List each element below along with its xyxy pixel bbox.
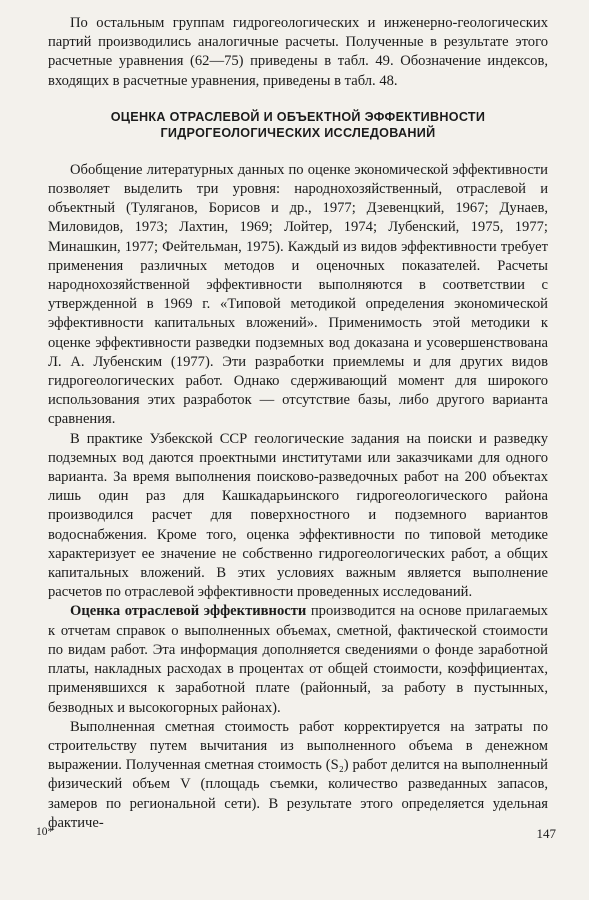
paragraph-uzbek-practice: В практике Узбекской ССР геологические задания на поиски и разведку подземных вод даются проектными институтами или заказчиками для одного варианта. За время выполнения поисково-разведочных работ на 200 объектах лишь один раз для Кашкадарьинского гидрогеологического района производился расчет для поверхностного и подземного вариантов водоснабжения. Кроме того, оценка эффективности по типовой методике характеризует ее значение не собственно гидрогеологических работ, а общих капитальных вложений. В этих условиях важным является выполнение расчетов по отраслевой эффективности проведенных исследований. xyxy=(48,430,548,601)
paragraph-branch-efficiency xyxy=(48,602,548,717)
paragraph-cost-correction: Выполненная сметная стоимость работ корректируется на затраты по строительству путем вычитания из выполненного объема в денежном выражении. Полученная сметная стоимость (S₂) работ делится на выполненный физический объем V (площадь съемки, количество разведанных запасов, замеров по региональной сети). В результате этого определяется удельная фактиче- xyxy=(48,718,548,831)
page-number: 147 xyxy=(536,826,556,841)
paragraph-lead-term: Оценка отраслевой эффективности xyxy=(70,603,307,620)
section-heading xyxy=(48,109,548,141)
page-body xyxy=(48,14,548,833)
section-heading-line-1: ОЦЕНКА ОТРАСЛЕВОЙ И ОБЪЕКТНОЙ ЭФФЕКТИВНОСТИ xyxy=(110,109,486,124)
paragraph-intro: По остальным группам гидрогеологических и инженерно-геологических партий производились аналогичные расчеты. Полученные в результате этого расчетные уравнения (62—75) приведены в табл. 49. Обозначение индексов, входящих в расчетные уравнения, приведены в табл. 48. xyxy=(48,15,548,89)
paragraph-levels: Обобщение литературных данных по оценке экономической эффективности позволяет выделить три уровня: народнохозяйственный, отраслевой и объектный (Туляганов, Борисов и др., 1977; Дзевенцкий, 1967; Дунаев, Миловидов, 1973; Лахтин, 1969; Лойтер, 1974; Лубенский, 1975, 1977; Минашкин, 1977; Фейтельман, 1975). Каждый из видов эффективности требует применения различных методов и оценочных показателей. Расчеты народнохозяйственной эффективности выполняются в соответствии с утвержденной в 1969 г. «Типовой методикой определения экономической эффективности капитальных вложений». Применимость этой методики к оценке эффективности разведки подземных вод доказана и усовершенствована Л. А. Лубенским (1977). Эти разработки приемлемы и для других видов гидрогеологических работ. Однако сдерживающий момент для широкого использования этих разработок — отсутствие базы, либо другого варианта сравнения. xyxy=(48,161,548,428)
signature-mark: 10* xyxy=(36,826,54,838)
section-heading-line-2: ГИДРОГЕОЛОГИЧЕСКИХ ИССЛЕДОВАНИЙ xyxy=(160,125,436,140)
paragraph-branch-efficiency-text: производится на основе прилагаемых к отчетам справок о выполненных объемах, сметной, фактической стоимости по видам работ. Эта информация дополняется сведениями о фонде заработной платы, накладных расходах в процентах от общей стоимости, коэффициентах, применявшихся к заработной плате (районный, за работу в пустынных, безводных и высокогорных районах). xyxy=(48,603,548,716)
